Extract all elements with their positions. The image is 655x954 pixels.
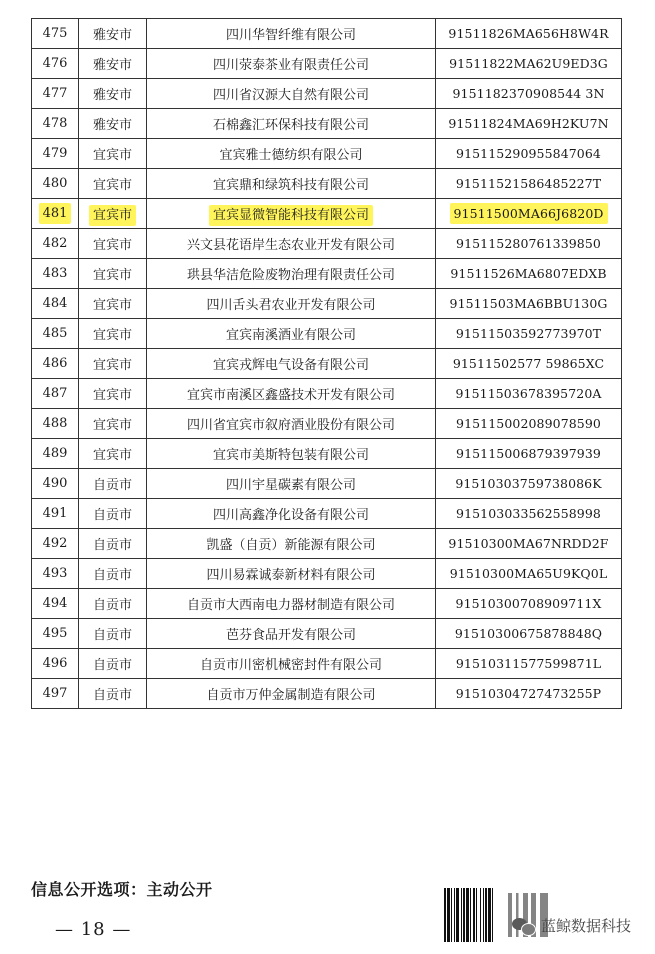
row-credit-code-text: 915103033562558998 xyxy=(456,506,601,521)
row-company-name xyxy=(147,439,436,469)
row-number xyxy=(32,169,79,199)
row-credit-code xyxy=(436,19,622,49)
row-company-name xyxy=(147,169,436,199)
row-number xyxy=(32,319,79,349)
row-credit-code-text: 91510304727473255P xyxy=(455,686,602,701)
row-number xyxy=(32,49,79,79)
row-number-text: 489 xyxy=(42,446,68,461)
row-credit-code xyxy=(436,379,622,409)
row-credit-code-text: 91510300MA65U9KQ0L xyxy=(449,566,608,581)
row-number xyxy=(32,109,79,139)
row-credit-code xyxy=(436,349,622,379)
row-company-name-text: 宜宾南溪酒业有限公司 xyxy=(225,328,356,343)
row-city xyxy=(79,619,147,649)
row-city xyxy=(79,319,147,349)
table-row xyxy=(32,79,622,109)
row-number-text: 493 xyxy=(42,566,68,581)
row-city-text: 雅安市 xyxy=(92,28,132,43)
row-company-name-text: 四川高鑫净化设备有限公司 xyxy=(212,508,369,523)
table-row xyxy=(32,49,622,79)
table-row xyxy=(32,619,622,649)
row-company-name-text: 宜宾鼎和绿筑科技有限公司 xyxy=(212,178,369,193)
row-credit-code xyxy=(436,229,622,259)
row-company-name-text: 四川荥泰茶业有限责任公司 xyxy=(212,58,369,73)
row-company-name-text: 芭芬食品开发有限公司 xyxy=(225,628,356,643)
row-company-name xyxy=(147,379,436,409)
row-credit-code-text: 91510303759738086K xyxy=(455,476,602,491)
row-city xyxy=(79,589,147,619)
row-city xyxy=(79,19,147,49)
table-row xyxy=(32,409,622,439)
row-credit-code xyxy=(436,199,622,229)
row-company-name xyxy=(147,349,436,379)
row-city xyxy=(79,559,147,589)
row-number xyxy=(32,19,79,49)
row-company-name xyxy=(147,649,436,679)
row-credit-code xyxy=(436,169,622,199)
row-city xyxy=(79,289,147,319)
row-credit-code xyxy=(436,529,622,559)
row-city xyxy=(79,199,147,229)
row-credit-code-text: 91511502577 59865XC xyxy=(452,356,605,371)
row-company-name-text: 宜宾雅士德纺织有限公司 xyxy=(219,148,363,163)
row-number xyxy=(32,589,79,619)
row-city xyxy=(79,259,147,289)
row-city xyxy=(79,649,147,679)
table-row xyxy=(32,109,622,139)
row-city-text: 雅安市 xyxy=(92,88,132,103)
row-city-text: 宜宾市 xyxy=(92,298,132,313)
row-company-name-text: 四川宇星碳素有限公司 xyxy=(225,478,356,493)
table-row xyxy=(32,469,622,499)
row-company-name-text: 四川舌头君农业开发有限公司 xyxy=(206,298,376,313)
row-credit-code-text: 91511503592773970T xyxy=(455,326,602,341)
table-row xyxy=(32,589,622,619)
row-credit-code xyxy=(436,139,622,169)
row-city xyxy=(79,409,147,439)
row-credit-code-text: 915115002089078590 xyxy=(456,416,601,431)
row-company-name-text: 兴文县花语岸生态农业开发有限公司 xyxy=(186,238,395,253)
row-city xyxy=(79,349,147,379)
row-city-text: 雅安市 xyxy=(92,58,132,73)
table-row xyxy=(32,649,622,679)
row-city-text: 宜宾市 xyxy=(89,205,136,226)
row-number-text: 483 xyxy=(42,266,68,281)
row-company-name xyxy=(147,559,436,589)
row-company-name xyxy=(147,49,436,79)
row-credit-code-text: 915115280761339850 xyxy=(456,236,601,251)
row-credit-code xyxy=(436,259,622,289)
row-city xyxy=(79,109,147,139)
row-credit-code xyxy=(436,619,622,649)
row-city xyxy=(79,169,147,199)
row-company-name-text: 宜宾市美斯特包装有限公司 xyxy=(212,448,369,463)
row-city xyxy=(79,679,147,709)
row-city-text: 宜宾市 xyxy=(92,328,132,343)
row-number xyxy=(32,229,79,259)
row-company-name xyxy=(147,679,436,709)
row-number xyxy=(32,139,79,169)
row-credit-code-text: 91511826MA656H8W4R xyxy=(448,26,609,41)
row-number xyxy=(32,679,79,709)
row-credit-code-text: 91511526MA6807EDXB xyxy=(450,266,607,281)
row-company-name xyxy=(147,79,436,109)
row-company-name xyxy=(147,529,436,559)
row-number-text: 478 xyxy=(42,116,68,131)
row-number xyxy=(32,379,79,409)
row-company-name-text: 自贡市万仲金属制造有限公司 xyxy=(206,688,376,703)
row-number-text: 488 xyxy=(42,416,68,431)
row-company-name-text: 宜宾戎辉电气设备有限公司 xyxy=(212,358,369,373)
row-city xyxy=(79,79,147,109)
row-number-text: 476 xyxy=(42,56,68,71)
table-row xyxy=(32,169,622,199)
row-company-name xyxy=(147,199,436,229)
row-company-name xyxy=(147,619,436,649)
row-city-text: 宜宾市 xyxy=(92,268,132,283)
row-credit-code xyxy=(436,439,622,469)
row-number-text: 485 xyxy=(42,326,68,341)
row-number xyxy=(32,289,79,319)
row-number-text: 481 xyxy=(39,203,72,224)
barcode-icon xyxy=(444,888,504,942)
row-city-text: 宜宾市 xyxy=(92,238,132,253)
row-company-name xyxy=(147,139,436,169)
table-row xyxy=(32,679,622,709)
row-number-text: 494 xyxy=(42,596,68,611)
row-credit-code-text: 91511503678395720A xyxy=(455,386,602,401)
row-company-name-text: 四川易霖诚泰新材料有限公司 xyxy=(206,568,376,583)
row-credit-code-text: 915115006879397939 xyxy=(456,446,601,461)
table-row xyxy=(32,289,622,319)
row-credit-code-text: 9151182370908544 3N xyxy=(452,86,605,101)
row-city-text: 自贡市 xyxy=(92,688,132,703)
row-company-name xyxy=(147,109,436,139)
row-credit-code xyxy=(436,559,622,589)
row-company-name-text: 四川华智纤维有限公司 xyxy=(225,28,356,43)
table-row xyxy=(32,229,622,259)
row-credit-code-text: 91510300708909711X xyxy=(455,596,602,611)
row-number xyxy=(32,469,79,499)
table-row xyxy=(32,259,622,289)
row-number-text: 495 xyxy=(42,626,68,641)
row-city xyxy=(79,499,147,529)
row-company-name-text: 石棉鑫汇环保科技有限公司 xyxy=(212,118,369,133)
table-row xyxy=(32,19,622,49)
row-credit-code xyxy=(436,589,622,619)
row-company-name-text: 四川省汉源大自然有限公司 xyxy=(212,88,369,103)
row-number-text: 491 xyxy=(42,506,68,521)
row-number xyxy=(32,259,79,289)
row-credit-code xyxy=(436,79,622,109)
company-list-sheet xyxy=(31,18,621,709)
row-number xyxy=(32,79,79,109)
row-credit-code xyxy=(436,49,622,79)
row-city-text: 雅安市 xyxy=(92,118,132,133)
row-city xyxy=(79,439,147,469)
row-city xyxy=(79,529,147,559)
table-row xyxy=(32,559,622,589)
table-row xyxy=(32,319,622,349)
row-credit-code xyxy=(436,289,622,319)
row-city-text: 自贡市 xyxy=(92,508,132,523)
row-credit-code-text: 91511500MA66J6820D xyxy=(450,203,608,224)
row-company-name-text: 自贡市大西南电力器材制造有限公司 xyxy=(186,598,395,613)
row-credit-code-text: 91511822MA62U9ED3G xyxy=(449,56,608,71)
row-company-name-text: 宜宾市南溪区鑫盛技术开发有限公司 xyxy=(186,388,395,403)
row-credit-code-text: 915115290955847064 xyxy=(456,146,601,161)
company-table-body xyxy=(32,19,622,709)
row-number xyxy=(32,649,79,679)
row-number xyxy=(32,439,79,469)
row-credit-code xyxy=(436,319,622,349)
row-company-name-text: 凯盛（自贡）新能源有限公司 xyxy=(206,538,376,553)
row-company-name xyxy=(147,499,436,529)
watermark xyxy=(512,915,631,936)
row-number-text: 479 xyxy=(42,146,68,161)
row-city xyxy=(79,229,147,259)
company-table xyxy=(31,18,622,709)
row-credit-code xyxy=(436,679,622,709)
watermark-text: 蓝鲸数据科技 xyxy=(541,917,632,935)
row-credit-code xyxy=(436,499,622,529)
row-city-text: 宜宾市 xyxy=(92,388,132,403)
row-credit-code xyxy=(436,409,622,439)
table-row xyxy=(32,439,622,469)
row-company-name xyxy=(147,259,436,289)
row-city-text: 宜宾市 xyxy=(92,148,132,163)
row-number xyxy=(32,559,79,589)
row-company-name xyxy=(147,19,436,49)
row-credit-code xyxy=(436,109,622,139)
row-city-text: 自贡市 xyxy=(92,598,132,613)
row-credit-code-text: 91510300MA67NRDD2F xyxy=(448,536,609,551)
row-number-text: 496 xyxy=(42,656,68,671)
row-city-text: 宜宾市 xyxy=(92,178,132,193)
row-number xyxy=(32,499,79,529)
row-company-name xyxy=(147,409,436,439)
row-city-text: 自贡市 xyxy=(92,628,132,643)
row-number-text: 477 xyxy=(42,86,68,101)
table-row xyxy=(32,379,622,409)
page-number: — 18 — xyxy=(55,919,132,940)
row-credit-code-text: 91510311577599871L xyxy=(455,656,602,671)
row-company-name xyxy=(147,289,436,319)
row-number-text: 497 xyxy=(42,686,68,701)
row-company-name-text: 四川省宜宾市叙府酒业股份有限公司 xyxy=(186,418,395,433)
row-city-text: 自贡市 xyxy=(92,658,132,673)
row-number xyxy=(32,619,79,649)
table-row xyxy=(32,139,622,169)
row-city xyxy=(79,49,147,79)
table-row xyxy=(32,199,622,229)
row-city xyxy=(79,379,147,409)
row-company-name xyxy=(147,589,436,619)
row-city-text: 宜宾市 xyxy=(92,418,132,433)
wechat-icon xyxy=(512,916,536,936)
row-number xyxy=(32,199,79,229)
row-number-text: 480 xyxy=(42,176,68,191)
row-number-text: 487 xyxy=(42,386,68,401)
row-number-text: 484 xyxy=(42,296,68,311)
row-number-text: 482 xyxy=(42,236,68,251)
row-number xyxy=(32,529,79,559)
row-city-text: 宜宾市 xyxy=(92,448,132,463)
row-company-name-text: 珙县华洁危险废物治理有限责任公司 xyxy=(186,268,395,283)
row-company-name xyxy=(147,319,436,349)
table-row xyxy=(32,349,622,379)
row-company-name xyxy=(147,469,436,499)
row-company-name-text: 宜宾显微智能科技有限公司 xyxy=(209,205,373,226)
row-company-name xyxy=(147,229,436,259)
row-credit-code-text: 91511824MA69H2KU7N xyxy=(448,116,609,131)
row-city xyxy=(79,139,147,169)
row-number-text: 490 xyxy=(42,476,68,491)
row-credit-code-text: 91511521586485227T xyxy=(455,176,602,191)
row-city-text: 宜宾市 xyxy=(92,358,132,373)
table-row xyxy=(32,529,622,559)
row-city-text: 自贡市 xyxy=(92,478,132,493)
row-credit-code xyxy=(436,649,622,679)
row-city xyxy=(79,469,147,499)
row-number xyxy=(32,409,79,439)
row-credit-code xyxy=(436,469,622,499)
row-credit-code-text: 91510300675878848Q xyxy=(454,626,603,641)
row-company-name-text: 自贡市川密机械密封件有限公司 xyxy=(199,658,382,673)
row-number-text: 492 xyxy=(42,536,68,551)
disclosure-option: 信息公开选项：主动公开 xyxy=(31,880,213,899)
row-city-text: 自贡市 xyxy=(92,538,132,553)
row-number-text: 486 xyxy=(42,356,68,371)
row-city-text: 自贡市 xyxy=(92,568,132,583)
row-credit-code-text: 91511503MA6BBU130G xyxy=(449,296,608,311)
row-number-text: 475 xyxy=(42,26,68,41)
row-number xyxy=(32,349,79,379)
table-row xyxy=(32,499,622,529)
